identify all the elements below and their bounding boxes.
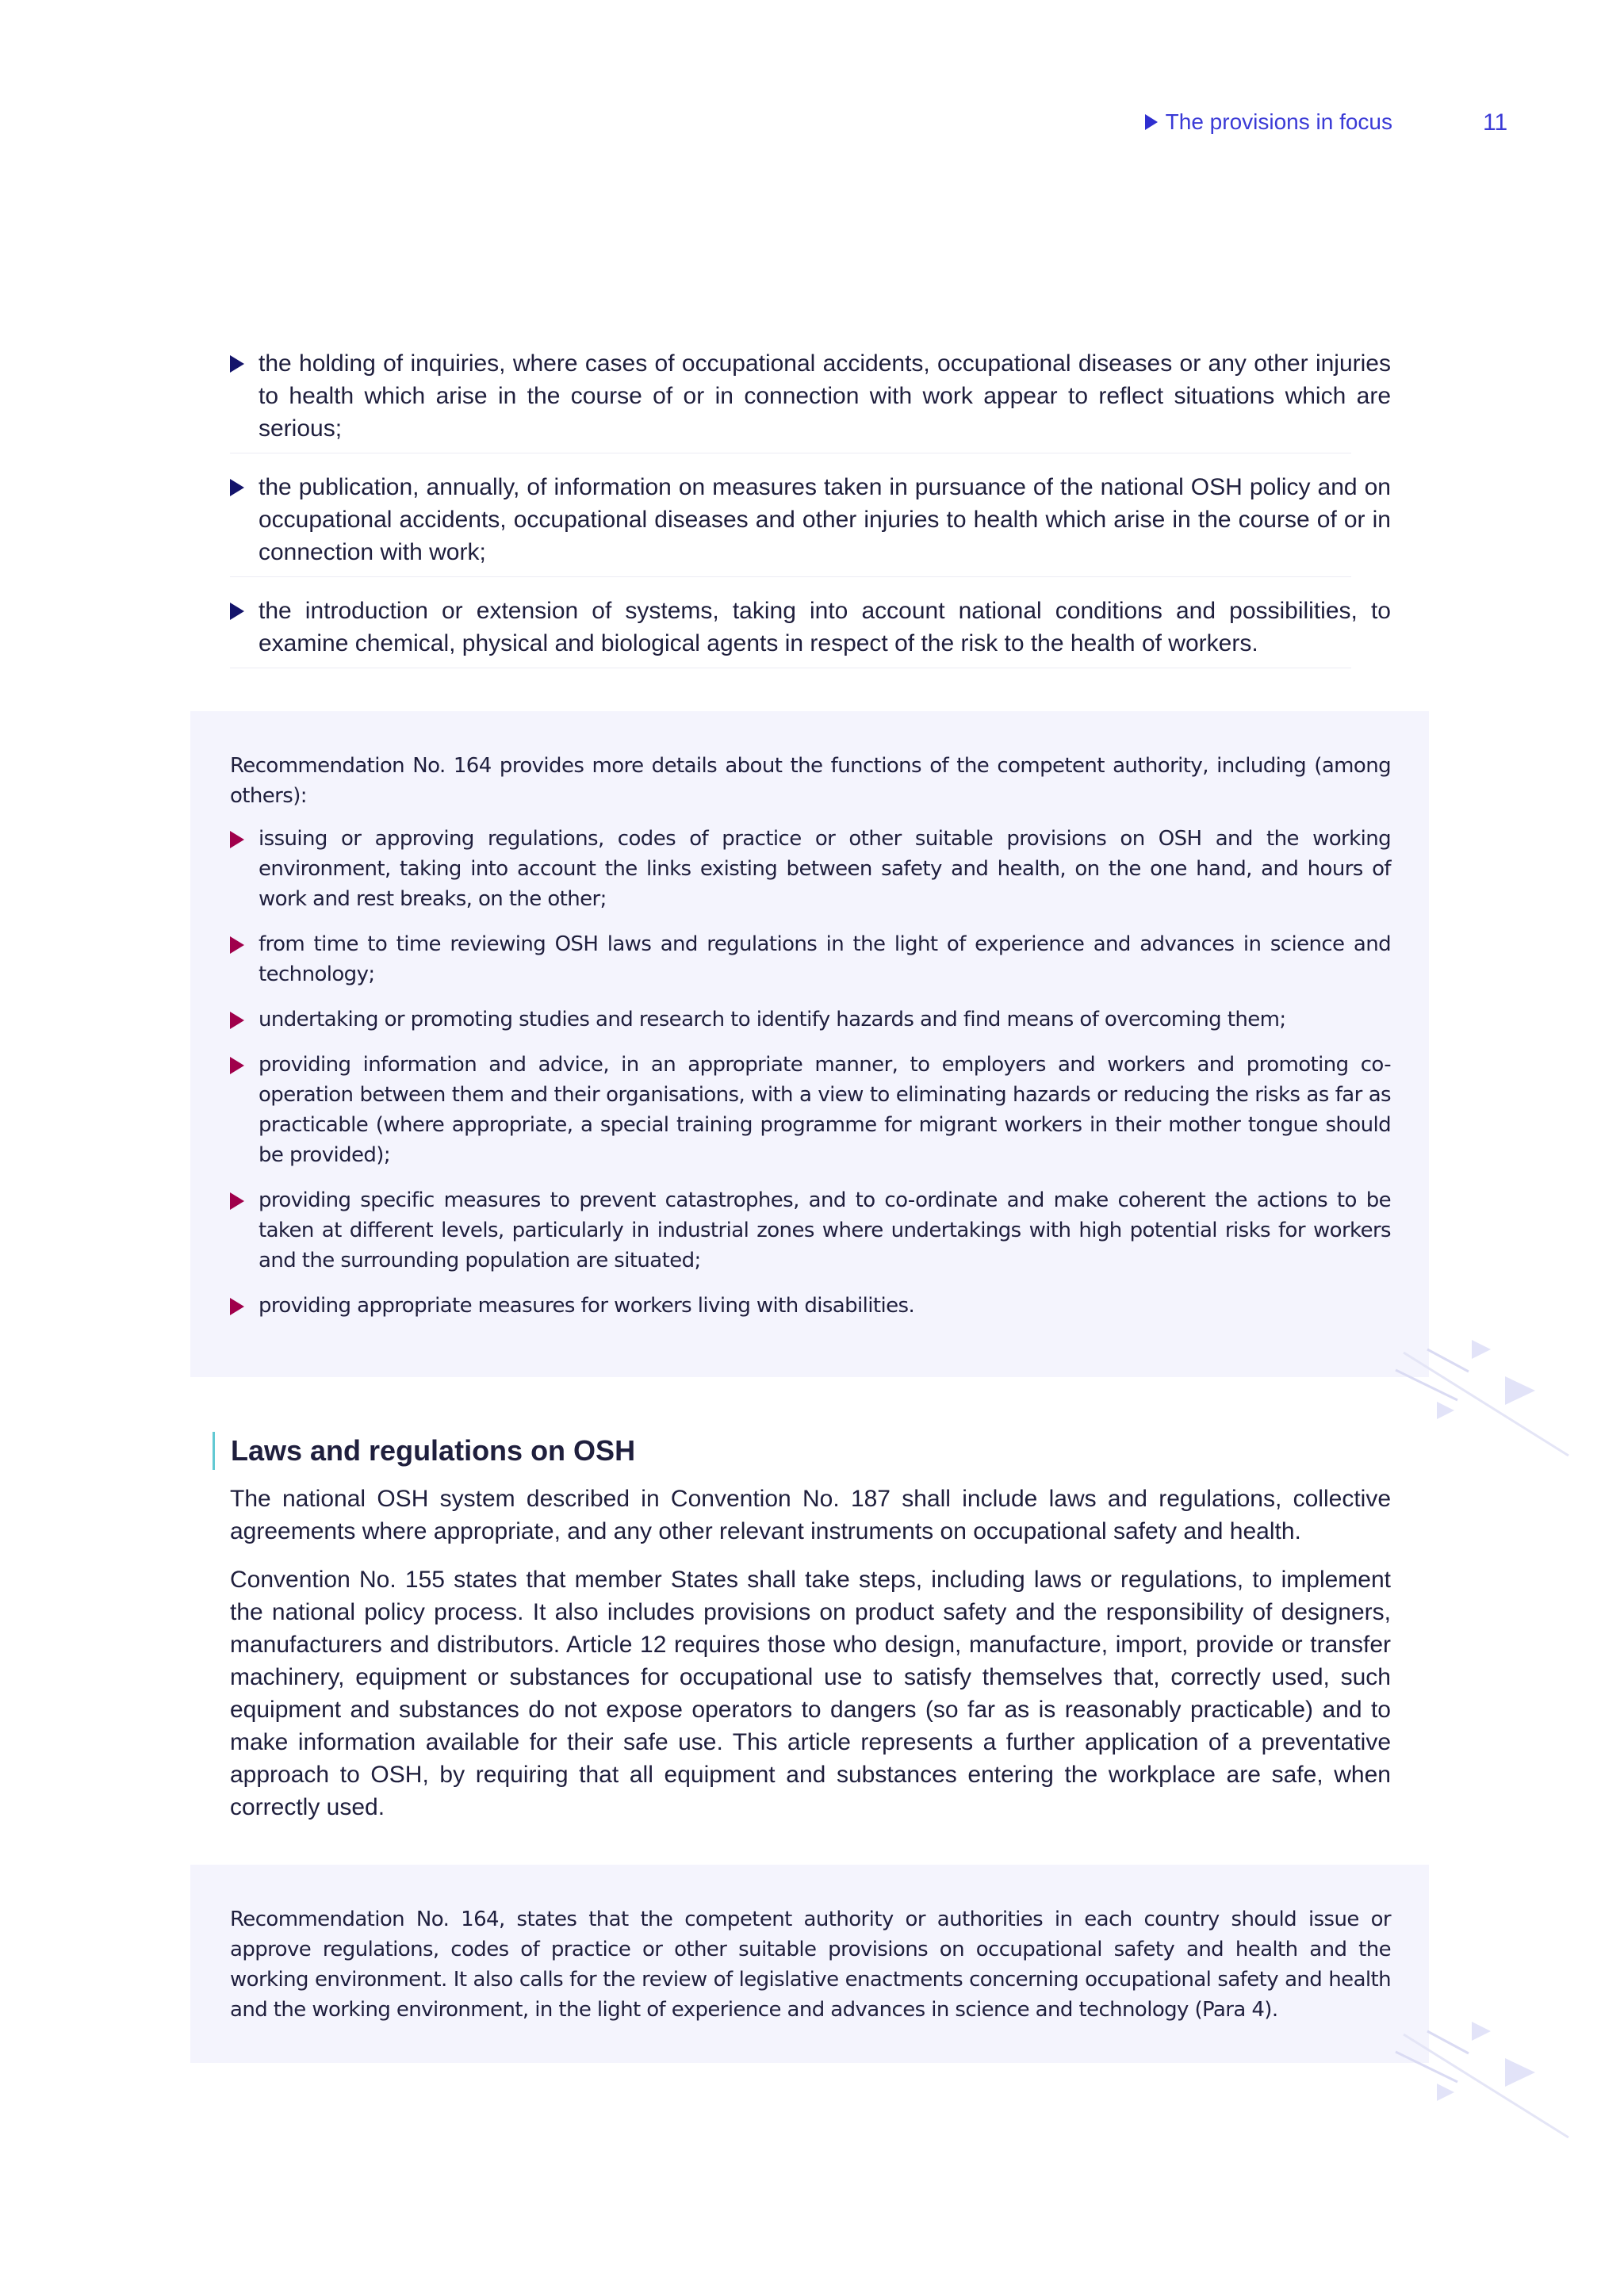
triangle-right-icon <box>1145 114 1158 130</box>
triangle-decoration-icon <box>1380 1332 1570 1459</box>
panel-text: Recommendation No. 164, states that the competent authority or authorities in each country should issue or approve regulations, codes of practice or other suitable provisions on occupational safety and health and the working environment. It also calls for the review of legislative enactments concerning occupational safety and health and the working environment, in the light of experience and advances in science and technology (Para 4). <box>230 1908 1391 2022</box>
panel-content <box>230 1904 1391 2025</box>
list-item: the introduction or extension of systems, taking into account national conditions and possibilities, to examine chemical, physical and biological agents in respect of the risk to the health of workers. <box>230 595 1351 668</box>
list-item: providing appropriate measures for workers living with disabilities. <box>230 1291 1391 1321</box>
section-name: The provisions in focus <box>1165 109 1392 134</box>
list-item: providing information and advice, in an appropriate manner, to employers and workers and promoting co-operation between them and their organisations, with a view to eliminating hazards or reducing the risks as far as practicable (where appropriate, a special training programme for migrant workers in their mother tongue should be provided); <box>230 1050 1391 1170</box>
bullet-triangle-icon <box>230 831 244 848</box>
bullet-triangle-icon <box>230 603 244 620</box>
bullet-triangle-icon <box>230 1057 244 1074</box>
page-number: 11 <box>1483 109 1508 136</box>
top-bullet-list <box>230 347 1391 686</box>
page-header <box>0 109 1624 141</box>
list-item: issuing or approving regulations, codes of practice or other suitable provisions on OSH and the working environment, taking into account the links existing between safety and health, on the one hand, and hours of work and rest breaks, on the other; <box>230 824 1391 914</box>
list-item: providing specific measures to prevent catastrophes, and to co-ordinate and make coherent the actions to be taken at different levels, particularly in industrial zones where undertakings with high potential risks for workers and the surrounding population are situated; <box>230 1185 1391 1276</box>
bullet-triangle-icon <box>230 355 244 373</box>
section-body <box>230 1483 1391 1839</box>
bullet-triangle-icon <box>230 1298 244 1315</box>
list-item: from time to time reviewing OSH laws and regulations in the light of experience and advances in science and technology; <box>230 929 1391 989</box>
bullet-triangle-icon <box>230 936 244 954</box>
list-item: undertaking or promoting studies and research to identify hazards and find means of overcoming them; <box>230 1004 1391 1035</box>
bullet-triangle-icon <box>230 1012 244 1029</box>
list-item: the holding of inquiries, where cases of occupational accidents, occupational diseases or any other injuries to health which arise in the course of or in connection with work appear to reflect situations which are serious; <box>230 347 1351 453</box>
paragraph: The national OSH system described in Convention No. 187 shall include laws and regulations, collective agreements where appropriate, and any other relevant instruments on occupational safety and health. <box>230 1486 1391 1544</box>
section-heading: Laws and regulations on OSH <box>213 1432 635 1470</box>
bullet-triangle-icon <box>230 479 244 496</box>
paragraph: Convention No. 155 states that member States shall take steps, including laws or regulations, to implement the national policy process. It also includes provisions on product safety and the responsibility of designers, manufacturers and distributors. Article 12 requires those who design, manufacture, import, provide or transfer machinery, equipment or substances for occupational use to satisfy themselves that, correctly used, such equipment and substances do not expose operators to dangers (so far as is reasonably practicable) and to make information available for their safe use. This article represents a further application of a preventative approach to OSH, by requiring that all equipment and substances entering the workplace are safe, when correctly used. <box>230 1567 1391 1820</box>
panel-intro: Recommendation No. 164 provides more details about the functions of the competent authority, including (among others): <box>230 754 1391 808</box>
running-header <box>1145 109 1392 135</box>
panel-content <box>230 751 1391 1336</box>
recommendation-164-para4-box <box>190 1865 1429 2063</box>
triangle-decoration-icon <box>1380 2014 1570 2141</box>
list-item: the publication, annually, of information on measures taken in pursuance of the national OSH policy and on occupational accidents, occupational diseases and other injuries to health which arise in the course of or in connection with work; <box>230 471 1351 577</box>
recommendation-164-box <box>190 711 1429 1377</box>
bullet-triangle-icon <box>230 1192 244 1210</box>
